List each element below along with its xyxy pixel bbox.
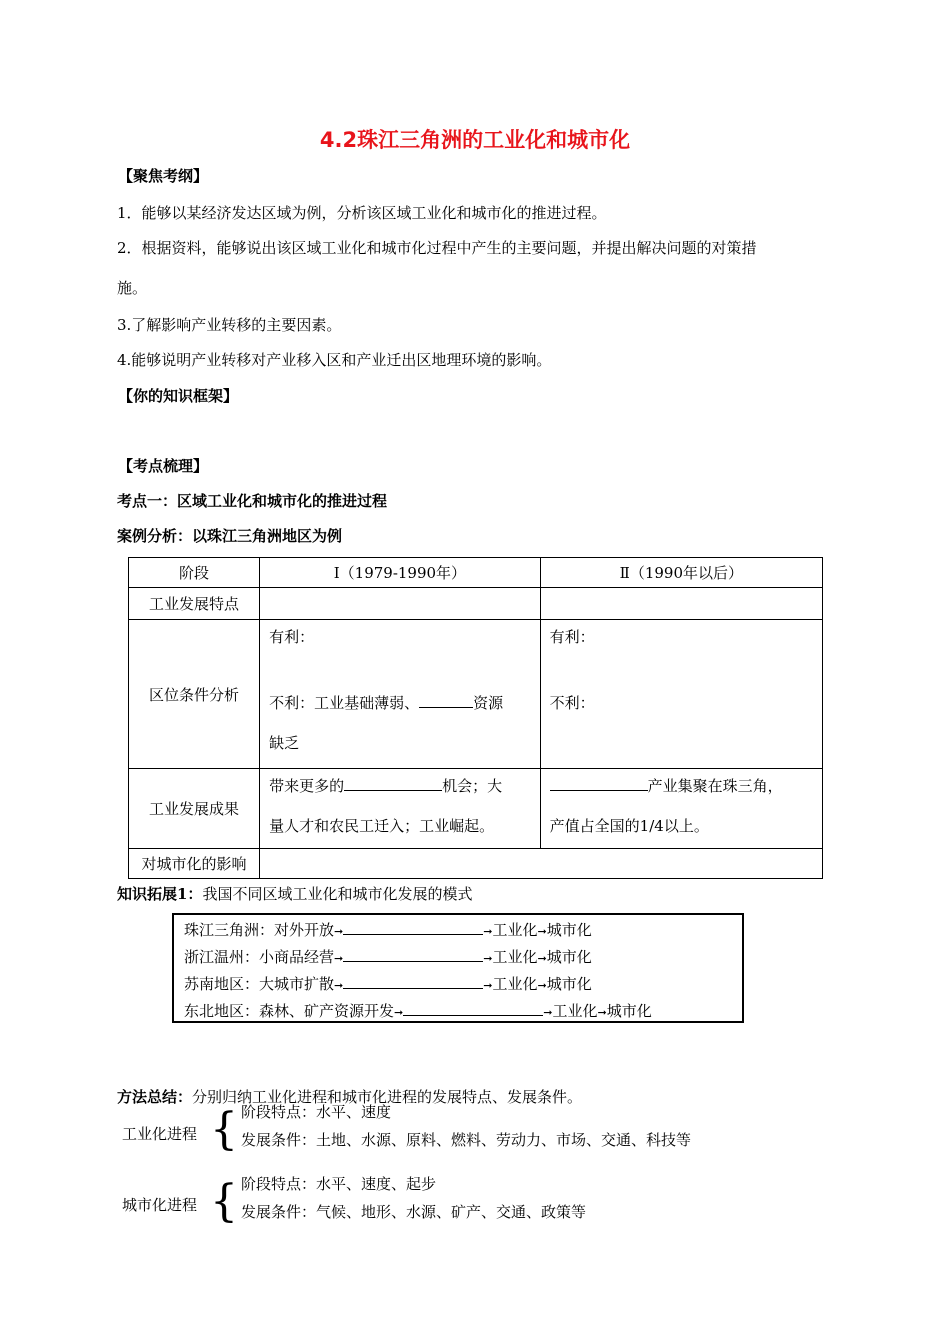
arrow-icon: ➞ [334, 952, 344, 965]
modes-box [172, 913, 744, 1023]
disadvantage-text: 不利：工业基础薄弱、 [269, 694, 420, 712]
focus-item-2-cont: 施。 [117, 279, 148, 297]
mode-end: 城市化 [546, 948, 592, 966]
mode-region: 浙江温州：小商品经营 [184, 948, 335, 966]
urban-process-label: 城市化进程 [122, 1196, 198, 1214]
advantage-label-2: 有利： [549, 628, 595, 646]
mode-row [184, 946, 592, 967]
mode-result: 工业化 [552, 1002, 598, 1020]
row-label-features: 工业发展特点 [129, 588, 260, 620]
table-cell [260, 769, 541, 849]
table-cell-blank [540, 588, 822, 620]
method-text: 分别归纳工业化进程和城市化进程的发展特点、发展条件。 [192, 1088, 583, 1106]
arrow-icon: ➞ [483, 925, 493, 938]
fill-blank [419, 693, 473, 708]
extension-text: 我国不同区域工业化和城市化发展的模式 [202, 885, 473, 903]
table-row [129, 588, 823, 620]
arrow-icon: ➞ [537, 979, 547, 992]
table-cell-blank [260, 849, 823, 879]
disadvantage-text-post: 资源 [473, 694, 504, 712]
results-text-post: 机会；大 [442, 777, 503, 795]
disadvantage-line [269, 692, 503, 713]
disadvantage-cont: 缺乏 [269, 734, 300, 752]
focus-heading: 【聚焦考纲】 [118, 167, 209, 185]
arrow-icon: ➞ [483, 952, 493, 965]
header-period-2: Ⅱ（1990年以后） [540, 558, 822, 588]
mode-region: 东北地区：森林、矿产资源开发 [184, 1002, 395, 1020]
focus-item-2: 2．根据资料，能够说出该区域工业化和城市化过程中产生的主要问题，并提出解决问题的对策措 [117, 239, 757, 257]
extension-line [117, 883, 472, 904]
mode-row [184, 919, 592, 940]
row-label-impact: 对城市化的影响 [129, 849, 260, 879]
arrow-icon: ➞ [483, 979, 493, 992]
mode-end: 城市化 [546, 921, 592, 939]
mode-row [184, 1000, 652, 1021]
arrow-icon: ➞ [537, 952, 547, 965]
industrial-stage: 阶段特点：水平、速度 [241, 1103, 392, 1121]
review-heading: 【考点梳理】 [118, 457, 209, 475]
fill-blank [550, 776, 648, 791]
row-label-location: 区位条件分析 [129, 620, 260, 769]
page-title: 4.2珠江三角洲的工业化和城市化 [319, 128, 631, 152]
fill-blank [343, 974, 483, 989]
fill-blank [343, 920, 483, 935]
focus-item-3: 3.了解影响产业转移的主要因素。 [117, 316, 342, 334]
table-row [129, 769, 823, 849]
extension-label: 知识拓展1： [117, 885, 203, 903]
results-text-2: 产业集聚在珠三角， [647, 777, 783, 795]
urban-conditions: 发展条件：气候、地形、水源、矿产、交通、政策等 [241, 1203, 587, 1221]
urban-stage: 阶段特点：水平、速度、起步 [241, 1175, 437, 1193]
focus-item-1: 1．能够以某经济发达区域为例，分析该区域工业化和城市化的推进过程。 [117, 204, 607, 222]
mode-result: 工业化 [492, 948, 538, 966]
brace-icon: { [210, 1104, 238, 1155]
fill-blank [403, 1001, 543, 1016]
mode-end: 城市化 [546, 975, 592, 993]
table-header-row [129, 558, 823, 588]
point-one-label: 考点一：区域工业化和城市化的推进过程 [117, 492, 388, 510]
arrow-icon: ➞ [394, 1006, 404, 1019]
results-line-2: 量人才和农民工迁入；工业崛起。 [269, 817, 495, 835]
header-period-1: Ⅰ（1979-1990年） [260, 558, 541, 588]
arrow-icon: ➞ [597, 1006, 607, 1019]
table-row [129, 620, 823, 769]
fill-blank [344, 776, 442, 791]
table-cell [540, 769, 822, 849]
results-text: 带来更多的 [269, 777, 345, 795]
case-table [128, 557, 823, 879]
table-row [129, 849, 823, 879]
case-label: 案例分析：以珠江三角洲地区为例 [117, 527, 343, 545]
advantage-label: 有利： [269, 628, 315, 646]
framework-heading: 【你的知识框架】 [118, 387, 239, 405]
mode-region: 苏南地区：大城市扩散 [184, 975, 335, 993]
table-cell-blank [260, 588, 541, 620]
arrow-icon: ➞ [543, 1006, 553, 1019]
industrial-process-label: 工业化进程 [122, 1125, 198, 1143]
table-cell [540, 620, 822, 769]
arrow-icon: ➞ [537, 925, 547, 938]
fill-blank [343, 947, 483, 962]
disadvantage-label-2: 不利： [549, 694, 595, 712]
results-line-4: 产值占全国的1/4以上。 [549, 817, 709, 835]
row-label-results: 工业发展成果 [129, 769, 260, 849]
method-label: 方法总结： [117, 1088, 193, 1106]
mode-end: 城市化 [606, 1002, 652, 1020]
results-line-1 [269, 775, 502, 796]
mode-region: 珠江三角洲：对外开放 [184, 921, 335, 939]
mode-row [184, 973, 592, 994]
industrial-conditions: 发展条件：土地、水源、原料、燃料、劳动力、市场、交通、科技等 [241, 1131, 692, 1149]
mode-result: 工业化 [492, 921, 538, 939]
header-stage: 阶段 [129, 558, 260, 588]
table-cell [260, 620, 541, 769]
arrow-icon: ➞ [334, 979, 344, 992]
brace-icon: { [210, 1176, 238, 1227]
focus-item-4: 4.能够说明产业转移对产业移入区和产业迁出区地理环境的影响。 [117, 351, 552, 369]
arrow-icon: ➞ [334, 925, 344, 938]
results-line-3 [550, 775, 783, 796]
mode-result: 工业化 [492, 975, 538, 993]
